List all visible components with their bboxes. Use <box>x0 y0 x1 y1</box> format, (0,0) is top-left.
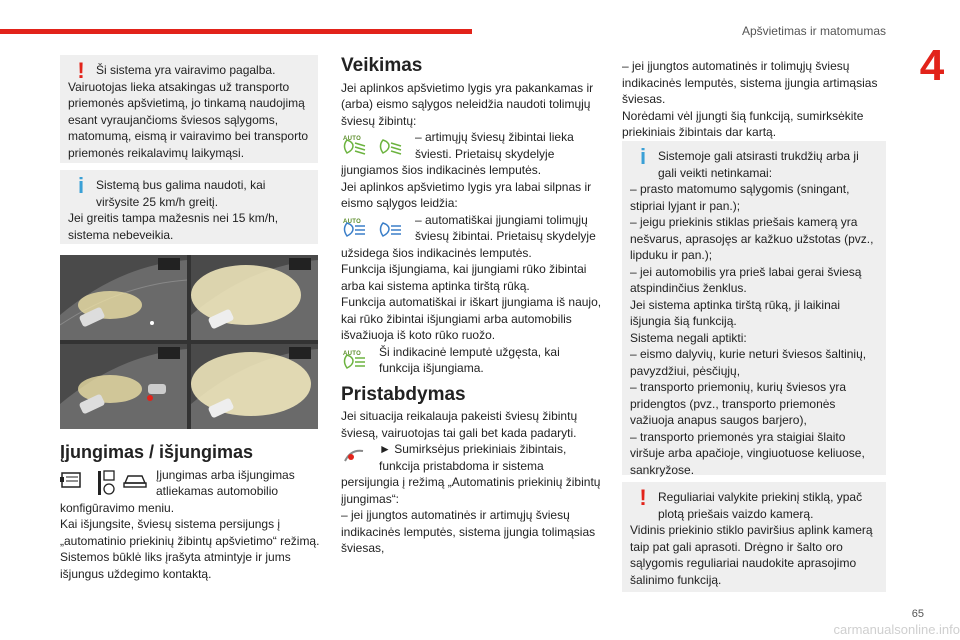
info-box-speed-threshold <box>60 170 318 244</box>
limitations-line-4: Jei sistema aptinka tirštą rūką, ji laikinai išjungia šią funkciją. <box>630 297 841 328</box>
illustration-panel-1 <box>60 255 187 340</box>
reactivate-paragraph: Norėdami vėl įjungti šią funkciją, sumirksėkite priekiniais žibintais dar kartą. <box>622 108 864 139</box>
operation-fog-off: Funkcija išjungiama, kai įjungiami rūko žibintai arba kai sistema aptinka tirštą rūką. <box>341 262 587 293</box>
operation-high-beam-text: – automatiškai įjungiami tolimųjų šviesų žibintai. Prietaisų skydelyje <box>415 212 596 243</box>
pause-flash-rest: persijungia į režimą „Automatinis priekinių žibintų įjungimas“: <box>341 475 601 506</box>
car-icon <box>122 469 148 491</box>
page-header-title: Apšvietimas ir matomumas <box>741 24 886 38</box>
settings-icons <box>60 469 148 497</box>
limitations-line-6: – eismo dalyvių, kurie neturi šviesos šaltinių, pavyzdžiui, pėsčiųjų, <box>630 347 867 378</box>
warning-box-driver-responsibility <box>60 55 318 163</box>
warning-first-line: Ši sistema yra vairavimo pagalba. <box>96 63 276 77</box>
limitations-line-1: – prasto matomumo sąlygomis (sningant, stipriai lyjant ir pan.); <box>630 182 850 213</box>
operation-fog-restore: Funkcija automatiškai ir iškart įjungiama iš naujo, kai rūko žibintai išjungiami arba automobilis išvažiuoja iš koto rūko ruožo. <box>341 295 602 342</box>
auto-off-indicator-icons <box>341 346 371 372</box>
operation-low-beam-rest: įjungiamos šios indikacinės lemputės. <box>341 163 542 177</box>
toggle-instruction-rest: konfigūravimo meniu. <box>60 500 175 515</box>
info-icon: i <box>77 173 85 198</box>
section-title-toggle: Įjungimas / išjungimas <box>60 442 254 462</box>
info-body: Jei greitis tampa mažesnis nei 15 km/h, sistema nebeveikia. <box>68 211 279 242</box>
low-beam-indicator-icons <box>341 131 407 157</box>
section-title-pause: Pristabdymas <box>341 383 466 405</box>
watermark: carmanualsonline.info <box>833 622 960 637</box>
illustration-panel-3 <box>60 344 187 429</box>
limitations-first-line: Sistemoje gali atsirasti trukdžių arba ji gali veikti netinkamai: <box>658 149 859 180</box>
operation-high-beam-rest: užsidega šios indikacinės lemputės. <box>341 245 532 260</box>
headlight-flash-icon-group <box>341 443 371 469</box>
illustration-headlights-road <box>60 255 318 429</box>
pause-paragraph-high: – jei įjungtos automatinės ir tolimųjų šviesų indikacinės lemputės, sistema įjungia artimąsias šviesas. <box>622 59 878 106</box>
middle-column-text <box>341 55 603 557</box>
windshield-body: Vidinis priekinio stiklo paviršius aplink kamerą taip pat gali aprasoti. Drėgno ir šalto oro sąlygomis reguliariai naudokite aprasojimo šalinimo funkciją. <box>630 523 873 587</box>
high-beam-indicator-icons <box>341 214 407 240</box>
warning-icon: ! <box>639 485 647 510</box>
vehicle-settings-icon <box>94 469 118 497</box>
pause-paragraph-1: Jei situacija reikalauja pakeisti šviesų žibintų šviesą, vairuotojas tai gali bet kada padaryti. <box>341 409 578 440</box>
operation-indicator-off: Ši indikacinė lemputė užgęsta, kai funkcija išjungiama. <box>379 344 560 375</box>
auto-indicator-icon: AUTO <box>341 346 371 372</box>
windshield-first-line: Reguliariai valykite priekinį stiklą, ypač plotą priešais vaizdo kamerą. <box>658 490 863 521</box>
pause-flash-text: ► Sumirksėjus priekiniais žibintais, funkcija pristabdoma ir sistema <box>379 442 567 473</box>
toggle-memory-paragraph: Sistemos būklė liks įrašyta atmintyje ir jums išjungus uždegimo kontaktą. <box>60 550 291 581</box>
header-accent-bar <box>0 29 472 34</box>
info-box-limitations <box>622 141 886 475</box>
limitations-line-7: – transporto priemonių, kurių šviesos yra pridengtos (pvz., transporto priemonės važiuoja anapus saugos barjero), <box>630 380 847 427</box>
headlight-flash-icon <box>341 443 371 469</box>
info-first-line: Sistemą bus galima naudoti, kai viršysite 25 km/h greitį. <box>96 178 266 209</box>
limitations-line-8: – transporto priemonės yra staigiai šlaito viršuje arba apačioje, vingiuotuose keliuose, sankryžose. <box>630 429 865 477</box>
limitations-line-2: – jeigu priekinis stiklas priešais kamerą yra nešvarus, aprasojęs ar kažkuo užstotas (pvz., lipduku ir pan.); <box>630 215 874 262</box>
illustration-panel-2 <box>191 255 318 340</box>
left-column-text <box>60 444 322 582</box>
auto-high-beam-icon: AUTO <box>341 214 371 240</box>
warning-icon: ! <box>77 58 85 83</box>
chapter-number: 4 <box>919 41 945 90</box>
info-icon: i <box>639 144 647 169</box>
right-column-text <box>622 58 886 141</box>
toggle-instruction: Įjungimas arba išjungimas atliekamas automobilio <box>156 467 295 498</box>
page-number: 65 <box>911 608 924 620</box>
limitations-line-3: – jei automobilis yra prieš labai gerai šviesą atspindinčius ženklus. <box>630 264 862 295</box>
warning-body: Vairuotojas lieka atsakingas už transporto priemonės apšvietimą, jo tinkamą naudojimą esant vyraujančioms šviesos sąlygoms, matomumą, eismą ir vairavimo bei transporto priemonės reikalavimų laikymąsi. <box>68 79 309 160</box>
operation-paragraph-2: Jei aplinkos apšvietimo lygis yra labai silpnas ir eismo sąlygos leidžia: <box>341 179 592 210</box>
illustration-panel-4 <box>191 344 318 429</box>
section-title-operation: Veikimas <box>341 55 423 76</box>
limitations-line-5: Sistema negali aptikti: <box>630 330 747 345</box>
low-beam-icon <box>377 131 407 157</box>
operation-low-beam-text: – artimųjų šviesų žibintai lieka šviesti. Prietaisų skydelyje <box>415 130 574 161</box>
warning-box-windshield <box>622 482 886 592</box>
high-beam-icon <box>377 214 407 240</box>
operation-paragraph-1: Jei aplinkos apšvietimo lygis yra pakankamas ir (arba) eismo sąlygos neleidžia naudoti tolimųjų šviesų žibintų: <box>341 80 594 128</box>
auto-low-beam-icon: AUTO <box>341 131 371 157</box>
menu-icon <box>60 469 90 491</box>
toggle-off-paragraph: Kai išjungsite, šviesų sistema persijungs į „automatinio priekinių žibintų apšvietimo“ režimą. <box>60 517 320 548</box>
pause-paragraph-low: – jei įjungtos automatinės ir artimųjų šviesų indikacinės lemputės, sistema įjungia tolimąsias šviesas, <box>341 508 596 555</box>
